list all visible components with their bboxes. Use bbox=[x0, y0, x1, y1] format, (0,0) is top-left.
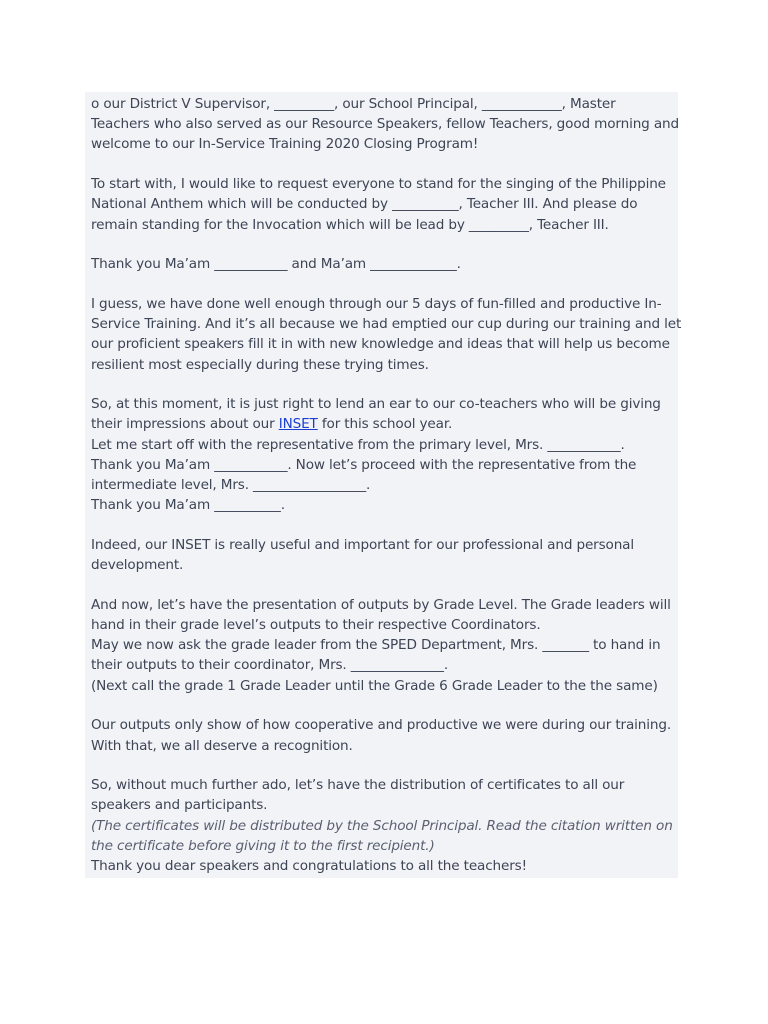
paragraph-anthem bbox=[91, 174, 691, 235]
stage-direction: the certificate before giving it to the first recipient.) bbox=[91, 837, 435, 854]
document-body bbox=[91, 94, 691, 896]
text-line: With that, we all deserve a recognition. bbox=[91, 737, 353, 754]
paragraph-thanks bbox=[91, 254, 691, 274]
text-line: May we now ask the grade leader from the SPED Department, Mrs. _______ to hand in bbox=[91, 637, 661, 654]
text-line: Indeed, our INSET is really useful and important for our professional and personal bbox=[91, 536, 634, 553]
paragraph-impressions bbox=[91, 394, 691, 515]
text-line: Thank you dear speakers and congratulations to all the teachers! bbox=[91, 858, 527, 875]
text-line: I guess, we have done well enough through our 5 days of fun-filled and productive In- bbox=[91, 295, 662, 312]
text-line: welcome to our In-Service Training 2020 Closing Program! bbox=[91, 136, 479, 153]
text-line: So, without much further ado, let’s have the distribution of certificates to all our bbox=[91, 777, 625, 794]
paragraph-welcome bbox=[91, 94, 691, 155]
text-line: o our District V Supervisor, _________, our School Principal, ____________, Master bbox=[91, 96, 616, 112]
paragraph-training-review bbox=[91, 294, 691, 375]
text-line: intermediate level, Mrs. _________________. bbox=[91, 477, 371, 494]
text-line: speakers and participants. bbox=[91, 797, 268, 814]
paragraph-certificates bbox=[91, 775, 691, 876]
text-line: Thank you Ma’am ___________. Now let’s proceed with the representative from the bbox=[91, 456, 637, 473]
inset-link[interactable]: INSET bbox=[278, 416, 318, 433]
text-line: Teachers who also served as our Resource Speakers, fellow Teachers, good morning and bbox=[91, 116, 679, 133]
stage-direction: (The certificates will be distributed by the School Principal. Read the citation written on bbox=[91, 817, 673, 834]
text-line bbox=[91, 414, 691, 434]
text-segment: for this school year. bbox=[317, 416, 453, 433]
text-line: development. bbox=[91, 557, 184, 574]
text-line: And now, let’s have the presentation of outputs by Grade Level. The Grade leaders will bbox=[91, 596, 671, 613]
text-segment: their impressions about our bbox=[91, 416, 279, 433]
text-line: (Next call the grade 1 Grade Leader until the Grade 6 Grade Leader to the the same) bbox=[91, 677, 658, 694]
text-line: So, at this moment, it is just right to lend an ear to our co-teachers who will be giving bbox=[91, 396, 661, 413]
text-line: To start with, I would like to request everyone to stand for the singing of the Philippine bbox=[91, 176, 666, 193]
text-line: our proficient speakers fill it in with new knowledge and ideas that will help us become bbox=[91, 336, 670, 353]
paragraph-recognition bbox=[91, 715, 691, 755]
paragraph-inset-value bbox=[91, 535, 691, 575]
text-line: Thank you Ma’am __________. bbox=[91, 497, 285, 514]
paragraph-outputs bbox=[91, 595, 691, 696]
text-line: Let me start off with the representative from the primary level, Mrs. ___________. bbox=[91, 436, 625, 453]
text-line: hand in their grade level’s outputs to their respective Coordinators. bbox=[91, 617, 541, 634]
text-line: National Anthem which will be conducted by __________, Teacher III. And please do bbox=[91, 196, 638, 213]
text-line: Thank you Ma’am ___________ and Ma’am _____________. bbox=[91, 256, 461, 273]
text-line: Service Training. And it’s all because we had emptied our cup during our training and let bbox=[91, 316, 682, 333]
text-line: remain standing for the Invocation which will be lead by _________, Teacher III. bbox=[91, 216, 609, 233]
text-line: resilient most especially during these trying times. bbox=[91, 356, 429, 373]
text-line: their outputs to their coordinator, Mrs. ______________. bbox=[91, 657, 449, 674]
text-line: Our outputs only show of how cooperative and productive we were during our training. bbox=[91, 717, 671, 734]
